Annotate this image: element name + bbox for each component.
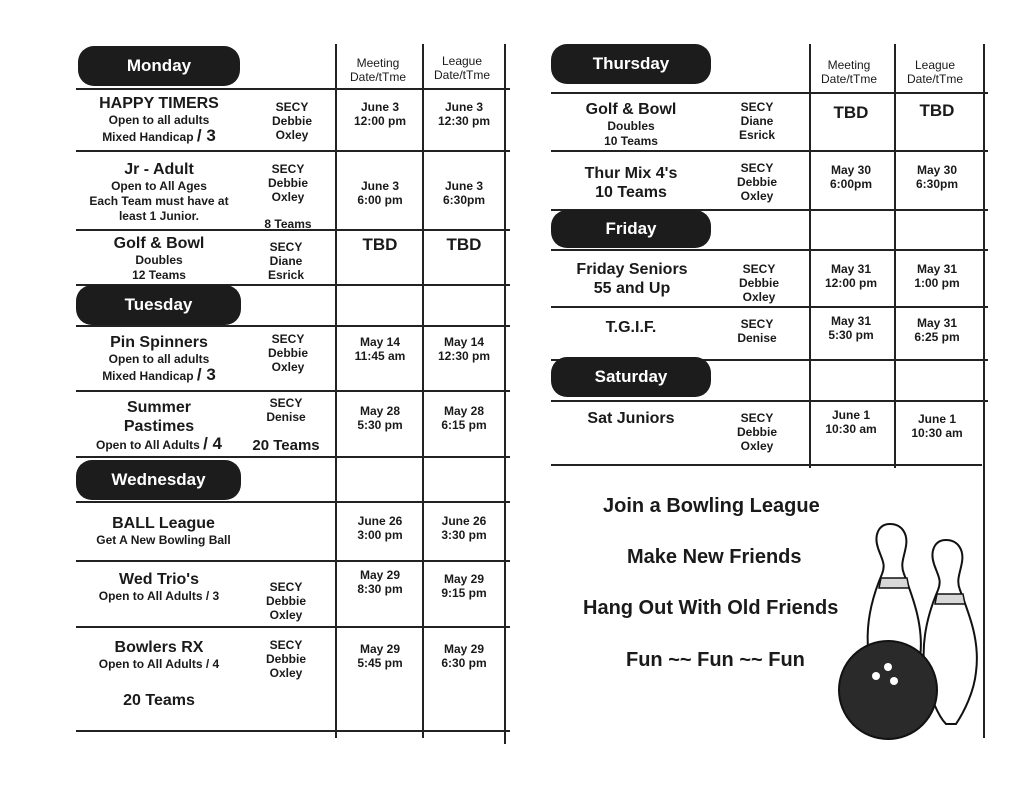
meeting-date: June 1 10:30 am [825, 408, 877, 436]
divider [76, 88, 510, 90]
divider [76, 325, 510, 327]
secretary: SECY Diane Esrick [267, 240, 305, 282]
league-wed-trios [76, 570, 242, 604]
league-golf-bowl-monday [76, 234, 242, 283]
league-date: TBD [446, 235, 482, 254]
league-date: May 31 6:25 pm [914, 316, 960, 344]
day-header-tuesday: Tuesday [76, 285, 241, 325]
league-title: HAPPY TIMERS [99, 95, 219, 112]
promo-line-friends: Make New Friends [627, 546, 802, 568]
meeting-date: May 29 8:30 pm [357, 568, 403, 596]
divider [551, 464, 982, 466]
league-subtitle: Open to All Ages Each Team must have at least 1 Junior. [89, 179, 229, 223]
divider [76, 390, 510, 392]
league-date: May 29 9:15 pm [441, 572, 487, 600]
day-header-saturday: Saturday [551, 357, 711, 397]
league-subtitle: Open to All Adults / 4 [98, 657, 220, 671]
team-count: 20 Teams [123, 692, 195, 709]
team-count: 8 Teams [264, 217, 312, 231]
divider [551, 306, 988, 308]
league-sat-juniors: Sat Juniors [587, 410, 675, 427]
meeting-date: May 30 6:00pm [829, 163, 873, 191]
meeting-date: June 3 12:00 pm [353, 100, 407, 128]
promo-line-join: Join a Bowling League [603, 495, 820, 517]
league-title: Bowlers RX [114, 639, 204, 656]
league-subtitle: Doubles 10 Teams [604, 119, 658, 148]
league-date: TBD [919, 101, 955, 120]
divider [551, 249, 988, 251]
league-date: May 14 12:30 pm [437, 335, 491, 363]
league-subtitle: Mixed Handicap [102, 369, 194, 383]
league-ball-league [76, 514, 251, 548]
meeting-date: TBD [362, 235, 398, 254]
day-header-wednesday: Wednesday [76, 460, 241, 500]
bowling-pins-ball-icon [838, 522, 988, 742]
secretary: SECY Denise [737, 317, 777, 345]
league-title: Wed Trio's [119, 571, 199, 588]
secretary: SECY Debbie Oxley [271, 100, 312, 142]
league-jr-adult [76, 160, 242, 224]
divider [551, 150, 988, 152]
league-subtitle: Get A New Bowling Ball [96, 533, 231, 547]
secretary: SECY Diane Esrick [738, 100, 776, 142]
league-date: June 3 12:30 pm [437, 100, 491, 128]
league-summer-pastimes [76, 398, 242, 453]
league-date: May 31 1:00 pm [914, 262, 960, 290]
league-subtitle: Open to all adults [108, 352, 210, 366]
meeting-date: May 28 5:30 pm [357, 404, 403, 432]
league-date: June 26 3:30 pm [441, 514, 487, 542]
league-tgif: T.G.I.F. [605, 319, 657, 336]
secretary: SECY Debbie Oxley [267, 332, 308, 374]
meeting-date: June 26 3:00 pm [357, 514, 403, 542]
team-size: / 3 [196, 365, 216, 384]
secretary: SECY Debbie Oxley [265, 580, 306, 622]
meeting-date: May 31 12:00 pm [824, 262, 878, 290]
team-count: 20 Teams [252, 437, 320, 454]
divider [504, 44, 506, 744]
league-date: May 30 6:30pm [915, 163, 959, 191]
team-size: / 4 [203, 434, 223, 453]
divider [76, 456, 510, 458]
league-column-header: League Date/tTme [906, 58, 963, 86]
divider [76, 560, 510, 562]
meeting-date: TBD [833, 103, 869, 122]
league-title: BALL League [112, 515, 215, 532]
league-friday-seniors: Friday Seniors 55 and Up [576, 261, 688, 297]
meeting-column-header: Meeting Date/tTme [820, 58, 877, 86]
league-subtitle: Open to All Adults [95, 438, 200, 452]
divider [76, 150, 510, 152]
secretary: SECY Debbie Oxley [738, 262, 779, 304]
league-date: May 28 6:15 pm [441, 404, 487, 432]
day-header-monday: Monday [78, 46, 240, 86]
team-size: / 3 [196, 126, 216, 145]
promo-line-old-friends: Hang Out With Old Friends [583, 597, 839, 619]
meeting-date: May 31 5:30 pm [828, 314, 874, 342]
league-column-header: League Date/tTme [433, 54, 490, 82]
league-title: Golf & Bowl [113, 235, 205, 252]
meeting-date: May 14 11:45 am [354, 335, 406, 363]
meeting-date: June 3 6:00 pm [357, 179, 403, 207]
secretary: SECY Debbie Oxley [736, 161, 777, 203]
day-header-friday: Friday [551, 210, 711, 248]
meeting-date: May 29 5:45 pm [357, 642, 403, 670]
league-subtitle: Doubles 12 Teams [132, 253, 186, 282]
league-title: Summer Pastimes [123, 399, 195, 435]
league-subtitle: Open to All Adults / 3 [98, 589, 220, 603]
day-header-thursday: Thursday [551, 44, 711, 84]
league-date: May 29 6:30 pm [441, 642, 487, 670]
divider [76, 626, 510, 628]
divider [551, 400, 988, 402]
league-pin-spinners [76, 333, 242, 384]
league-golf-bowl-thursday [551, 100, 711, 149]
league-title: Golf & Bowl [585, 101, 677, 118]
secretary: SECY Denise [266, 396, 306, 424]
league-title: Pin Spinners [110, 334, 208, 351]
secretary: SECY Debbie Oxley [736, 411, 777, 453]
league-title: Jr - Adult [124, 161, 194, 178]
league-subtitle: Open to all adults [108, 113, 210, 127]
league-happy-timers [76, 94, 242, 145]
secretary: SECY Debbie Oxley [267, 162, 308, 204]
divider [76, 501, 510, 503]
divider [551, 92, 988, 94]
league-date: June 3 6:30pm [442, 179, 486, 207]
divider [76, 730, 510, 732]
league-bowlers-rx [76, 638, 242, 672]
league-subtitle: Mixed Handicap [102, 130, 194, 144]
meeting-column-header: Meeting Date/tTme [349, 56, 406, 84]
secretary: SECY Debbie Oxley [265, 638, 306, 680]
promo-line-fun: Fun ~~ Fun ~~ Fun [626, 649, 805, 671]
league-date: June 1 10:30 am [911, 412, 963, 440]
left-schedule-panel [76, 44, 510, 744]
league-thur-mix: Thur Mix 4's 10 Teams [584, 165, 678, 201]
